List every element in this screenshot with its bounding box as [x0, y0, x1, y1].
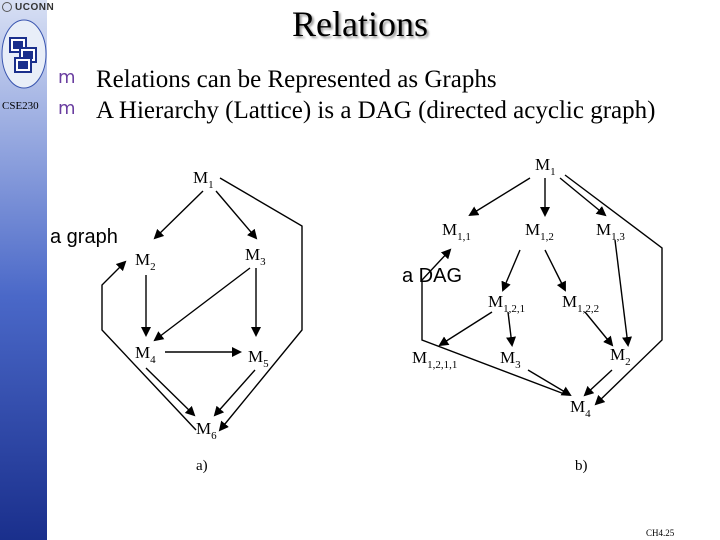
university-name: UCONN — [15, 1, 55, 13]
graph-b-label: a DAG — [402, 265, 463, 287]
graph-a-node-m2: $M_2$ — [135, 250, 156, 273]
graph-b-node-m4: $M_4$ — [570, 397, 591, 420]
graph-b-node-m1-1: $M_{1,1}$ — [442, 220, 471, 243]
graph-b-node-m1: $M_1$ — [535, 155, 556, 178]
graph-b-node-m1-3: $M_{1,3}$ — [596, 220, 625, 243]
graph-b-node-m1-2-2: $M_{1,2,2}$ — [562, 292, 600, 315]
graph-b-node-m1-2-1-1: $M_{1,2,1,1}$ — [412, 348, 458, 371]
graph-b-node-m2: $M_2$ — [610, 345, 631, 368]
graph-b-edges — [422, 175, 662, 404]
bullet-text: Relations can be Represented as Graphs — [96, 66, 497, 93]
graph-a-node-m5: $M_5$ — [248, 347, 269, 370]
graph-b-node-m1-2: $M_{1,2}$ — [525, 220, 554, 243]
bullet-marker-icon: m — [58, 98, 76, 119]
graph-a-node-m3: $M_3$ — [245, 245, 266, 268]
page-number: CH4.25 — [646, 528, 675, 538]
bullet-text: A Hierarchy (Lattice) is a DAG (directed acyclic graph) — [96, 97, 656, 124]
graph-a-node-m4: $M_4$ — [135, 343, 156, 366]
slide-title: Relations — [292, 4, 428, 44]
graph-a-label: a graph — [50, 226, 118, 248]
course-code: CSE230 — [2, 100, 39, 112]
graph-b-node-m1-2-1: $M_{1,2,1}$ — [488, 292, 526, 315]
graph-b-caption: b) — [575, 458, 588, 474]
graph-a-node-m6: $M_6$ — [196, 419, 217, 442]
bullet-marker-icon: m — [58, 67, 76, 88]
graph-a-edges — [102, 178, 302, 430]
graph-b-node-m3: $M_3$ — [500, 348, 521, 371]
graph-a-caption: a) — [196, 458, 208, 474]
graph-a-node-m1: $M_1$ — [193, 168, 214, 191]
